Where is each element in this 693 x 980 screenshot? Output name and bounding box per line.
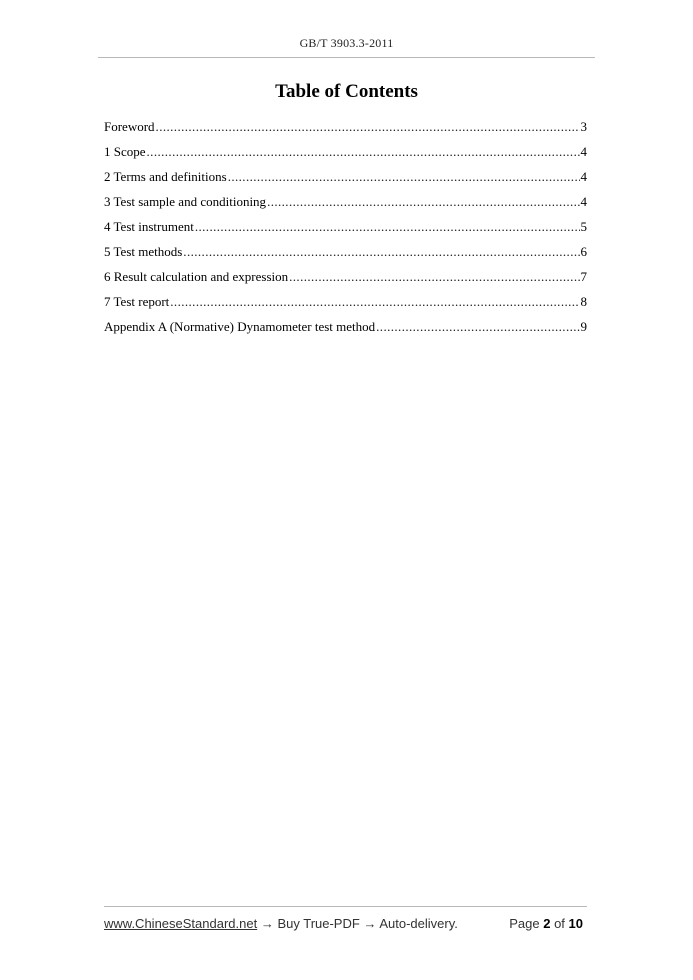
current-page-number: 2 xyxy=(543,916,551,931)
dot-leader xyxy=(228,168,580,185)
toc-title: Table of Contents xyxy=(275,81,418,102)
toc-entry-label: 7 Test report xyxy=(104,294,170,309)
toc-entry-test-report[interactable] xyxy=(104,293,587,318)
toc-entry-page: 8 xyxy=(580,294,587,309)
toc-entry-scope[interactable] xyxy=(104,143,587,168)
toc-entry-label: Appendix A (Normative) Dynamometer test method xyxy=(104,319,376,334)
toc-entry-page: 7 xyxy=(580,269,587,284)
toc-entry-result-calculation[interactable] xyxy=(104,268,587,293)
toc-entry-page: 4 xyxy=(580,194,587,209)
toc-entry-label: 2 Terms and definitions xyxy=(104,169,227,184)
dot-leader xyxy=(289,268,579,285)
footer-step-buy: Buy True-PDF xyxy=(277,916,360,931)
dot-leader xyxy=(170,293,579,310)
toc-entry-label: 4 Test instrument xyxy=(104,219,194,234)
toc-entry-label: 5 Test methods xyxy=(104,244,183,259)
page-word: Page xyxy=(509,916,540,931)
header-divider xyxy=(98,57,595,58)
dot-leader xyxy=(195,218,580,235)
toc-entry-test-sample[interactable] xyxy=(104,193,587,218)
footer-divider xyxy=(104,906,587,907)
dot-leader xyxy=(376,318,579,335)
page-header: GB/T 3903.3-2011 xyxy=(299,36,394,50)
toc-entry-label: 1 Scope xyxy=(104,144,146,159)
dot-leader xyxy=(183,243,579,260)
toc-entry-page: 6 xyxy=(580,244,587,259)
site-link[interactable]: www.ChineseStandard.net xyxy=(104,916,258,931)
toc-entry-page: 3 xyxy=(580,119,587,134)
toc-entry-page: 4 xyxy=(580,144,587,159)
of-word: of xyxy=(554,916,565,931)
toc-entry-test-instrument[interactable] xyxy=(104,218,587,243)
table-of-contents xyxy=(104,118,587,343)
toc-entry-foreword[interactable] xyxy=(104,118,587,143)
toc-entry-page: 5 xyxy=(580,219,587,234)
dot-leader xyxy=(156,118,580,135)
toc-entry-label: Foreword xyxy=(104,119,155,134)
arrow-icon: → xyxy=(363,916,377,931)
dot-leader xyxy=(147,143,580,160)
toc-entry-terms-and-definitions[interactable] xyxy=(104,168,587,193)
toc-entry-label: 3 Test sample and conditioning xyxy=(104,194,267,209)
toc-entry-page: 4 xyxy=(580,169,587,184)
toc-entry-page: 9 xyxy=(580,319,587,334)
arrow-icon: → xyxy=(260,916,274,931)
footer-step-delivery: Auto-delivery. xyxy=(379,916,458,931)
page-indicator xyxy=(509,916,583,931)
footer-promo xyxy=(104,916,458,931)
total-page-number: 10 xyxy=(568,916,583,931)
dot-leader xyxy=(267,193,579,210)
toc-entry-test-methods[interactable] xyxy=(104,243,587,268)
toc-entry-label: 6 Result calculation and expression xyxy=(104,269,289,284)
toc-entry-appendix-a[interactable] xyxy=(104,318,587,343)
